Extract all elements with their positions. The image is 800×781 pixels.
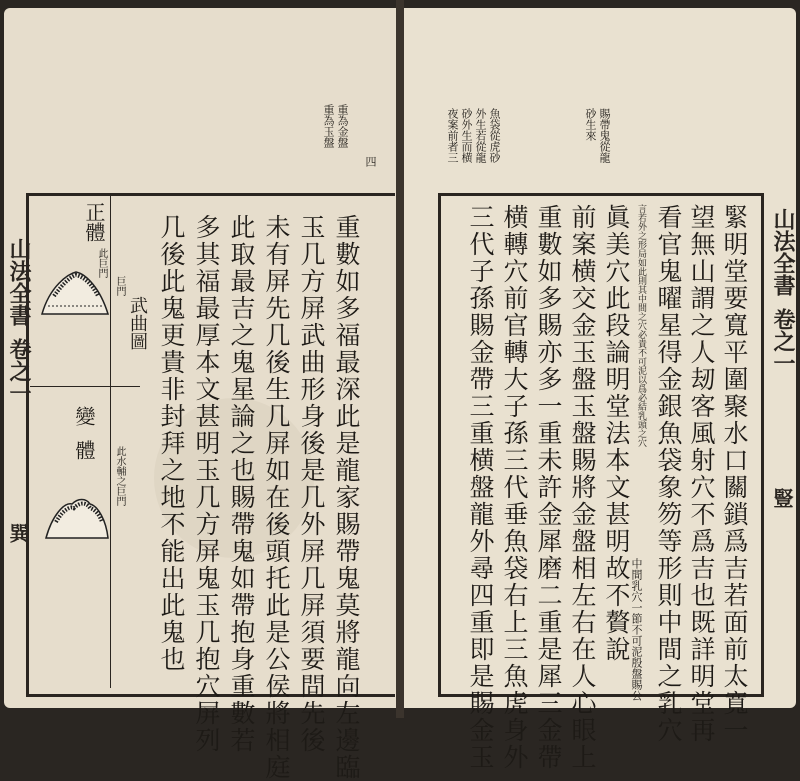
left-page (4, 8, 396, 781)
right-top-note-2 (446, 108, 500, 163)
diagram-bottom-label: 變體 (72, 406, 96, 474)
right-top-note-1 (584, 108, 610, 163)
book-gutter (396, 0, 404, 718)
diagram-header: 正體 (82, 202, 106, 242)
text-column: 重數如多福最深此是龍家賜帶鬼莫將龍向左邊臨 (332, 214, 361, 781)
note-line: 重為金盤 (336, 104, 349, 148)
text-column: 玉几方屏武曲形身後是几外屏几屏須要問先後 (297, 214, 326, 754)
inline-note (630, 558, 642, 701)
text-column: 横轉穴前官轉大子孫三代垂魚袋右上三魚虎身外 (500, 204, 529, 771)
diagram-panel (30, 196, 148, 688)
left-edge-title: 山法全書 (6, 238, 32, 326)
diagram-caption: 武曲圖 (127, 296, 148, 350)
mountain-icon (40, 266, 110, 316)
text-column: 看官鬼曜星得金銀魚袋象笏等形則中間之乳穴 (654, 204, 683, 744)
mountain-icon (44, 494, 110, 540)
text-column: 三代子孫賜金帶三重横盤龍外尋四重即是賜金玉 (466, 204, 495, 771)
left-top-note-1 (322, 104, 348, 148)
note-line: 外生若從龍 (474, 108, 487, 163)
note-line: 魚袋從虎砂 (488, 108, 501, 163)
note-line: 砂生來 (584, 108, 597, 141)
panel-divider (110, 196, 111, 688)
panel-rule (30, 386, 140, 387)
text-column: 未有屏先几後生几屏如在後頭托此是公侯將相庭 (262, 214, 291, 781)
left-edge-volume: 卷之一 (6, 338, 32, 404)
right-page (404, 8, 796, 771)
text-column: 眞美穴此段論明堂法本文甚明故不贅說 (602, 204, 631, 663)
left-top-note-2: 四 (364, 156, 377, 167)
note-line: 夜案前者三 (446, 108, 459, 163)
left-edge-mark: 巽 (6, 523, 30, 543)
diagram-mark-top: 此巨門 (96, 248, 107, 278)
note-line: 賜帶鬼從龍 (598, 108, 611, 163)
text-column: 重數如多賜亦多一重未許金犀磨二重是犀三金帶 (534, 204, 563, 771)
text-column: 望無山謂之人刼客風射穴不爲吉也既詳明堂再 (687, 204, 716, 744)
diagram-mark-bottom: 此水輔之巨門 (114, 446, 125, 506)
note-line: 言若外之形局如此則其中間之穴必貴不可泥以爲必結乳頭之穴 (636, 204, 646, 447)
note-line: 中間乳穴一節不可泥殷盤賜公 (630, 558, 643, 701)
right-edge-volume: 卷之一 (770, 308, 796, 374)
right-edge-title: 山法全書 (770, 208, 796, 296)
text-column: 緊明堂要寬平圍聚水口關鎖爲吉若面前太寬一 (720, 204, 749, 744)
text-column: 前案横交金玉盤玉盤賜將金盤相左右在人心眼上 (568, 204, 597, 771)
note-line: 重為玉盤 (322, 104, 335, 148)
text-column: 几後此鬼更貴非封拜之地不能出此鬼也 (157, 214, 186, 673)
text-column: 多其福最厚本文甚明玉几方屏鬼玉几抱穴屏列 (192, 214, 221, 754)
note-line: 砂外生而横 (460, 108, 473, 163)
right-edge-mark: 豎 (770, 488, 794, 508)
inline-note (636, 204, 646, 447)
text-column: 此取最吉之鬼星論之也賜帶鬼如帶抱身重數若 (227, 214, 256, 754)
diagram-mark-second: 巨門 (114, 276, 125, 296)
